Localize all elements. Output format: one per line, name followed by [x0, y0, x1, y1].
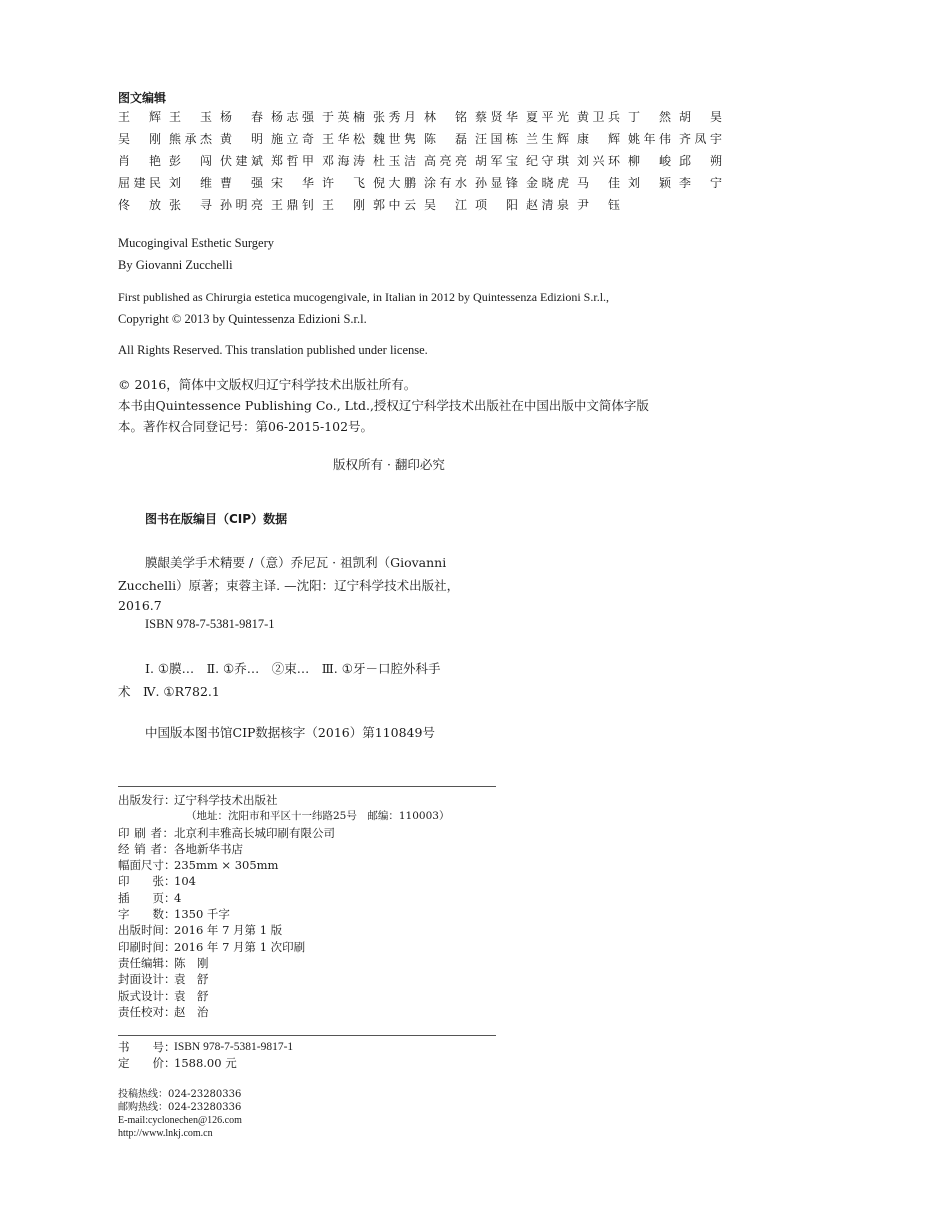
editor-name: 丁 然 [628, 110, 671, 124]
price-row [118, 1055, 293, 1071]
editor-name: 林 铭 [424, 110, 467, 124]
book-number-label: 书 号： [118, 1040, 176, 1054]
submission-hotline: 投稿热线：024-23280336 [118, 1089, 242, 1100]
divider-top [118, 786, 496, 787]
original-author: By Giovanni Zucchelli [118, 258, 233, 272]
info-value: 赵 治 [174, 1004, 209, 1019]
info-label: 插 页： [118, 890, 176, 905]
editor-name: 王华松 [322, 132, 365, 146]
editor-name: 彭 闯 [169, 154, 212, 168]
info-rows [118, 825, 449, 1021]
contact-info [118, 1088, 242, 1140]
editor-name: 魏世隽 [373, 132, 416, 146]
editors-list [118, 108, 730, 215]
editor-name: 刘 维 [169, 176, 212, 190]
editor-name: 姚年伟 [628, 132, 671, 146]
info-value: 2016 年 7 月第 1 次印刷 [174, 939, 306, 954]
editor-name: 项 阳 [475, 198, 518, 212]
editor-name: 郭中云 [373, 198, 416, 212]
info-value: 4 [174, 890, 182, 905]
divider-bottom [118, 1035, 496, 1036]
editor-name: 郑哲甲 [271, 154, 314, 168]
editor-name: 汪国栋 [475, 132, 518, 146]
editor-name: 胡军宝 [475, 154, 518, 168]
cip-line-2: Zucchelli）原著；束蓉主译. —沈阳：辽宁科学技术出版社， [118, 578, 460, 593]
editor-name: 杜玉洁 [373, 154, 416, 168]
editor-name: 涂有水 [424, 176, 467, 190]
publisher-value: 辽宁科学技术出版社 [174, 793, 278, 807]
cip-approval-number: 中国版本图书馆CIP数据核字（2016）第110849号 [145, 725, 435, 740]
editor-name: 王 刚 [322, 198, 365, 212]
editor-name: 孙明亮 [220, 198, 263, 212]
editor-name: 邱 朔 [679, 154, 722, 168]
info-label: 字 数： [118, 907, 176, 922]
editors-heading: 图文编辑 [118, 91, 167, 105]
editor-name: 吴 刚 [118, 132, 161, 146]
editor-name: 李 宁 [679, 176, 722, 190]
editor-name: 张秀月 [373, 110, 416, 124]
info-row [118, 988, 449, 1004]
editor-name: 宋 华 [271, 176, 314, 190]
website-url: http://www.lnkj.com.cn [118, 1128, 213, 1139]
publication-info [118, 792, 449, 1020]
editor-name: 胡 昊 [679, 110, 722, 124]
editor-name: 齐凤宇 [679, 132, 722, 146]
price-info [118, 1039, 293, 1072]
editor-name: 熊承杰 [169, 132, 212, 146]
cip-classification-1: Ⅰ. ①膜… Ⅱ. ①乔… ②束… Ⅲ. ①牙－口腔外科手 [145, 661, 441, 676]
chinese-rights-line-2: 本书由Quintessence Publishing Co., Ltd.,授权辽宁科学技术出版社在中国出版中文简体字版 [118, 398, 649, 413]
mail-order-hotline: 邮购热线：024-23280336 [118, 1102, 242, 1113]
info-value: 104 [174, 874, 196, 889]
editor-name: 许 飞 [322, 176, 365, 190]
editor-name: 于英楠 [322, 110, 365, 124]
first-published: First published as Chirurgia estetica mucogengivale, in Italian in 2012 by Quintessenza Edizioni S.r.l., [118, 290, 610, 304]
editor-name: 马 佳 [577, 176, 620, 190]
editor-name: 张 寻 [169, 198, 212, 212]
editor-name: 柳 峻 [628, 154, 671, 168]
publisher-row [118, 792, 449, 808]
cip-classification-2: 术 Ⅳ. ①R782.1 [118, 684, 220, 699]
info-label: 印刷时间： [118, 939, 176, 954]
editor-name: 伏建斌 [220, 154, 263, 168]
info-value: 各地新华书店 [174, 841, 243, 856]
info-value: 2016 年 7 月第 1 版 [174, 923, 283, 938]
editor-name: 蔡贤华 [475, 110, 518, 124]
editor-name: 王 辉 [118, 110, 161, 124]
info-row [118, 922, 449, 938]
editor-name: 孙显锋 [475, 176, 518, 190]
price-label: 定 价： [118, 1056, 176, 1071]
info-row [118, 890, 449, 906]
cip-heading: 图书在版编目（CIP）数据 [145, 512, 288, 526]
rights-statement: All Rights Reserved. This translation published under license. [118, 343, 428, 357]
book-number-row [118, 1039, 293, 1055]
editor-name: 金晓虎 [526, 176, 569, 190]
email-address: E-mail:cyclonechen@126.com [118, 1115, 242, 1126]
info-label: 经 销 者： [118, 841, 174, 856]
info-value: 陈 刚 [174, 955, 209, 970]
info-row [118, 1004, 449, 1020]
editor-name: 赵清泉 [526, 198, 569, 212]
info-row [118, 841, 449, 857]
editor-name: 黄卫兵 [577, 110, 620, 124]
editor-name: 刘兴环 [577, 154, 620, 168]
editor-name: 屈建民 [118, 176, 161, 190]
editor-name: 黄 明 [220, 132, 263, 146]
info-label: 印 刷 者： [118, 825, 174, 840]
info-value: 1350 千字 [174, 907, 230, 922]
info-row [118, 955, 449, 971]
cip-isbn: ISBN 978-7-5381-9817-1 [145, 617, 275, 631]
info-row [118, 939, 449, 955]
info-row [118, 906, 449, 922]
info-label: 封面设计： [118, 972, 176, 987]
info-label: 幅面尺寸： [118, 858, 176, 873]
info-label: 责任编辑： [118, 955, 176, 970]
original-copyright: Copyright © 2013 by Quintessenza Edizioni S.r.l. [118, 312, 367, 326]
editor-name: 佟 放 [118, 198, 161, 212]
editor-name: 倪大鹏 [373, 176, 416, 190]
editor-name: 尹 钰 [577, 198, 620, 212]
info-label: 版式设计： [118, 988, 176, 1003]
info-label: 责任校对： [118, 1004, 176, 1019]
info-value: 袁 舒 [174, 988, 209, 1003]
publisher-label: 出版发行： [118, 793, 176, 807]
copyright-notice: 版权所有 · 翻印必究 [333, 457, 445, 472]
editor-name: 兰生辉 [526, 132, 569, 146]
editor-name: 施立奇 [271, 132, 314, 146]
original-title: Mucogingival Esthetic Surgery [118, 236, 274, 250]
info-value: 袁 舒 [174, 972, 209, 987]
info-label: 出版时间： [118, 923, 176, 938]
editor-name: 康 辉 [577, 132, 620, 146]
editor-name: 陈 磊 [424, 132, 467, 146]
price-value: 1588.00 元 [174, 1056, 237, 1071]
info-value: 北京利丰雅高长城印刷有限公司 [174, 825, 335, 840]
chinese-rights-line-3: 本。著作权合同登记号：第06-2015-102号。 [118, 419, 374, 434]
editor-name: 杨志强 [271, 110, 314, 124]
editor-name: 王 玉 [169, 110, 212, 124]
info-row [118, 825, 449, 841]
editor-name: 肖 艳 [118, 154, 161, 168]
info-row [118, 857, 449, 873]
info-row [118, 971, 449, 987]
editor-name: 高亮亮 [424, 154, 467, 168]
editor-name: 夏平光 [526, 110, 569, 124]
editor-name: 刘 颖 [628, 176, 671, 190]
info-row [118, 873, 449, 889]
editor-name: 纪守琪 [526, 154, 569, 168]
editor-name: 王鼎钊 [271, 198, 314, 212]
editor-name: 邓海涛 [322, 154, 365, 168]
chinese-rights-line-1: © 2016，简体中文版权归辽宁科学技术出版社所有。 [118, 377, 417, 392]
info-value: 235mm × 305mm [174, 858, 279, 873]
info-label: 印 张： [118, 874, 176, 889]
editor-name: 吴 江 [424, 198, 467, 212]
cip-line-1: 膜龈美学手术精要 /（意）乔尼瓦 · 祖凯利（Giovanni [145, 555, 447, 570]
publisher-address: （地址：沈阳市和平区十一纬路25号 邮编：110003） [186, 810, 450, 823]
editor-name: 杨 春 [220, 110, 263, 124]
cip-line-3: 2016.7 [118, 598, 162, 613]
book-number-value: ISBN 978-7-5381-9817-1 [174, 1041, 294, 1053]
editor-name: 曹 强 [220, 176, 263, 190]
